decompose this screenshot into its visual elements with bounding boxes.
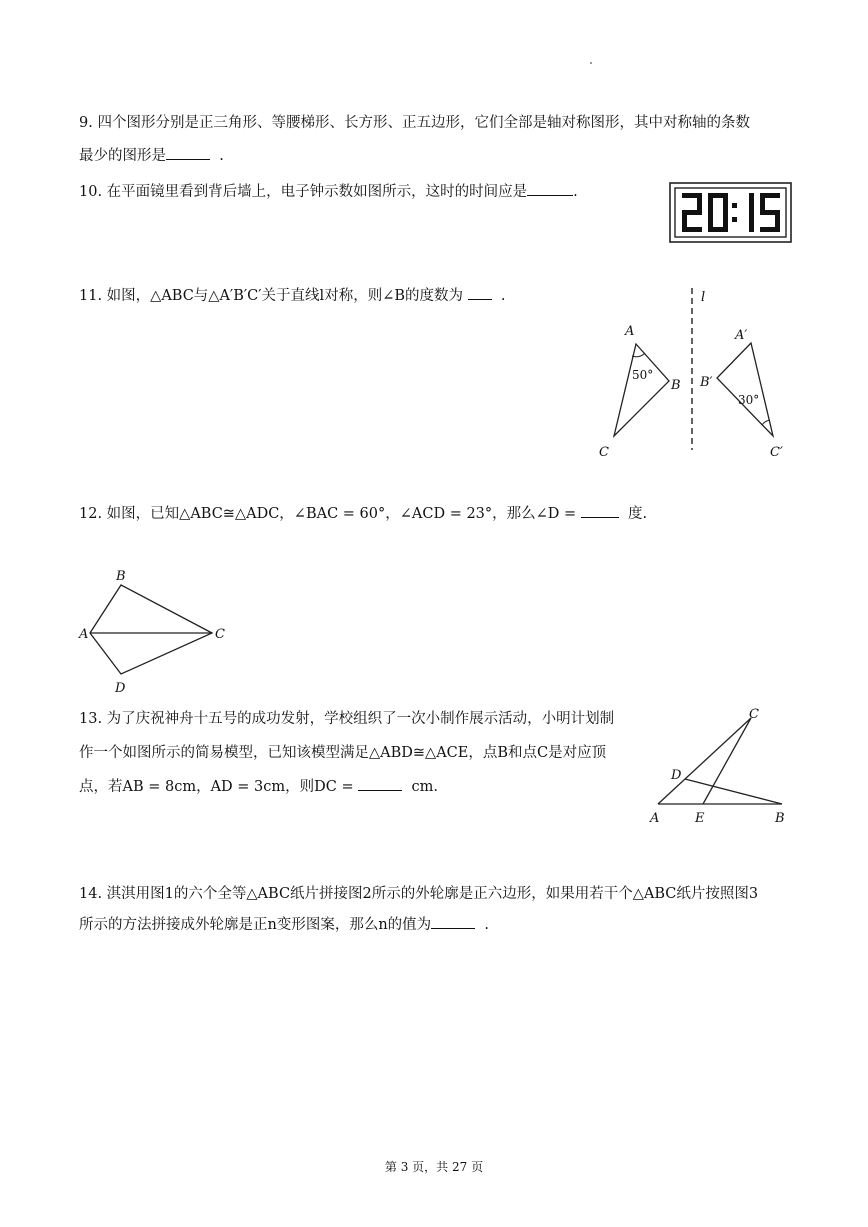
segment-db: [685, 779, 782, 804]
vertex-d: D: [115, 681, 126, 696]
segment-ac: [658, 718, 751, 804]
vertex-a: A: [625, 324, 635, 339]
question-9-prefix: 最少的图形是: [79, 148, 166, 164]
angle-label-right: 30°: [738, 393, 760, 407]
quadrilateral-abcd: [90, 585, 212, 674]
vertex-c: C: [599, 445, 609, 460]
angle-arc-right: [762, 420, 770, 425]
vertex-b: B: [671, 378, 681, 393]
question-9-line2: [79, 142, 224, 170]
question-14-suffix: .: [484, 917, 490, 933]
vertex-a: A: [650, 811, 660, 826]
question-13-suffix: cm.: [411, 779, 438, 795]
question-10-suffix: .: [573, 184, 578, 200]
answer-blank-10[interactable]: [527, 181, 573, 196]
vertex-c: C: [215, 627, 225, 642]
mirror-clock-figure: [669, 182, 793, 244]
congruent-triangles-figure: [74, 560, 234, 700]
question-14-line2: [79, 911, 489, 939]
question-11-suffix: .: [500, 288, 506, 304]
angle-label-left: 50°: [632, 368, 654, 382]
vertex-d: D: [671, 768, 682, 783]
symmetry-figure: [590, 282, 800, 464]
question-10-prefix: 10. 在平面镜里看到背后墙上，电子钟示数如图所示，这时的时间应是: [79, 184, 528, 200]
answer-blank-9[interactable]: [166, 145, 210, 160]
answer-blank-13[interactable]: [358, 776, 402, 791]
question-13-prefix: 点，若AB = 8cm，AD = 3cm，则DC =: [79, 779, 354, 795]
segment-ce: [703, 718, 751, 804]
question-13-line3: [79, 773, 438, 801]
axis-label: l: [701, 290, 706, 305]
question-14-line1: 14. 淇淇用图1的六个全等△ABC纸片拼接图2所示的外轮廓是正六边形，如果用若干个△ABC纸片按照图3: [79, 886, 759, 902]
question-14-prefix: 所示的方法拼接成外轮廓是正n变形图案，那么n的值为: [79, 917, 432, 933]
model-figure: [640, 700, 800, 830]
vertex-e: E: [695, 811, 705, 826]
question-11: [79, 282, 505, 310]
vertex-a: A: [79, 627, 89, 642]
answer-blank-14[interactable]: [431, 914, 475, 929]
question-13-line2: 作一个如图所示的简易模型，已知该模型满足△ABD≅△ACE，点B和点C是对应顶: [79, 745, 607, 761]
vertex-b: B: [116, 569, 126, 584]
vertex-b-prime: B′: [700, 375, 713, 390]
clock-digits: [682, 193, 780, 232]
question-12-prefix: 12. 如图，已知△ABC≅△ADC，∠BAC = 60°，∠ACD = 23°，那么∠D =: [79, 506, 577, 522]
question-12-suffix: 度.: [628, 506, 648, 522]
vertex-a-prime: A′: [735, 328, 748, 343]
vertex-b: B: [775, 811, 785, 826]
question-13-line1: 13. 为了庆祝神舟十五号的成功发射，学校组织了一次小制作展示活动，小明计划制: [79, 711, 615, 727]
vertex-c: C: [749, 707, 759, 722]
question-10: [79, 178, 578, 206]
question-12: [79, 500, 647, 528]
answer-blank-11[interactable]: [468, 285, 492, 300]
scan-dot: [590, 62, 592, 64]
question-9-suffix: .: [219, 148, 224, 164]
page-footer: 第 3 页，共 27 页: [384, 1160, 484, 1174]
vertex-c-prime: C′: [770, 445, 783, 460]
question-9-line1: 9. 四个图形分别是正三角形、等腰梯形、长方形、正五边形，它们全部是轴对称图形，其中对称轴的条数: [79, 115, 750, 131]
triangle-abc: [614, 344, 669, 436]
answer-blank-12[interactable]: [581, 503, 619, 518]
question-11-prefix: 11. 如图，△ABC与△A′B′C′关于直线l对称，则∠B的度数为: [79, 288, 464, 304]
